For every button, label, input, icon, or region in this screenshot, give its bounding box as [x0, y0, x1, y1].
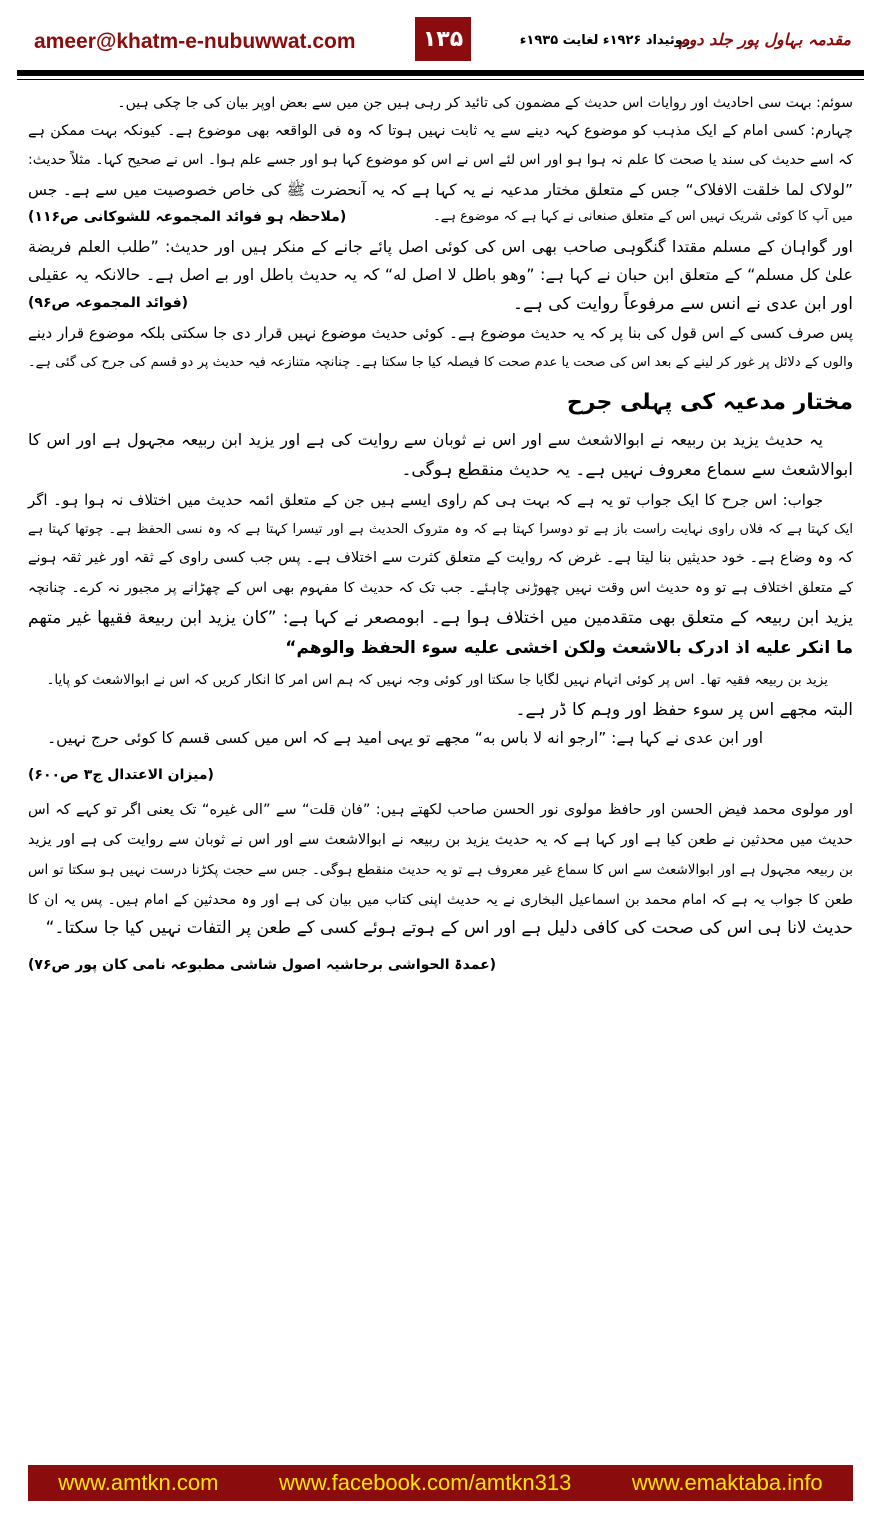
footer-link-emaktaba[interactable]: www.emaktaba.info	[631, 1470, 823, 1495]
text-line: حدیث لانا ہی اس کی صحت کی کافی دلیل ہے اور اس کے ہوتے ہوئے کسی کے طعن پر التفات نہیں کیا جا سکتا۔“	[45, 918, 853, 938]
text-line: جواب: اس جرح کا ایک جواب تو یہ ہے کہ بہت ہی کم راوی ایسے ہیں جن کے متعلق ائمہ حدیث میں اختلاف نہ ہوا ہو۔ اگر	[28, 491, 823, 509]
text-line-arabic-quote: ما انکر علیه اذ ادرک بالاشعث ولکن اخشی علیه سوء الحفظ والوهم“	[285, 638, 853, 658]
text-line: پس صرف کسی کے اس قول کی بنا پر کہ یہ حدیث موضوع ہے۔ کوئی حدیث موضوع نہیں قرار دی جا سکتی بلکہ موضوع قرار دینے	[28, 324, 853, 342]
text-line: اور گواہان کے مسلم مقتدا گنگوہی صاحب بھی اس کی کوئی اصل پائے جانے کے منکر ہیں اور حدیث: ”طلب العلم فریضة	[28, 237, 853, 256]
citation: (میزان الاعتدال ج۳ ص۶۰۰)	[28, 767, 214, 783]
text-line: اور مولوی محمد فیض الحسن اور حافظ مولوی نور الحسن صاحب لکھتے ہیں: ”فان قلت“ سے ”الی غیره“ تک یعنی اگر تو کہے کہ اس	[28, 802, 853, 818]
text-line: سوئم: بہت سی احادیث اور روایات اس حدیث کے مضمون کی تائید کر رہی ہیں جن میں سے بعض اوپر بیان کی جا چکی ہیں۔	[117, 95, 853, 111]
footer-link-amtkn[interactable]: www.amtkn.com	[58, 1470, 219, 1495]
text-line: علیٰ کل مسلم“ کے متعلق ابن حبان نے کہا ہے: ”وھو باطل لا اصل له“ کہ یہ حدیث باطل اور بے اصل ہے۔ حالانکہ یہ عقیلی	[28, 265, 853, 284]
text-line: والوں کے دلائل پر غور کر لینے کے بعد اس کی صحت یا عدم صحت کا فیصلہ کیا جا سکتا ہے۔ چنانچہ متنازعہ فیہ حدیث پر دو قسم کی جرح کی گئی ہے۔	[28, 355, 853, 370]
text-line: کہ وہ وضاع ہے۔ خود حدیثیں بنا لیتا ہے۔ غرض کہ روایت کے متعلق کثرت سے اختلاف ہے۔ پس جب کسی راوی کے ثقہ اور غیر ثقہ ہونے	[28, 550, 853, 566]
text-line: اور ابن عدی نے کہا ہے: ”ارجو انه لا باس به“ مجھے تو یہی امید ہے کہ اس میں کسی قسم کا کوئی حرج نہیں۔	[47, 729, 763, 747]
text-line: ”لولاک لما خلقت الافلاک“ جس کے متعلق مختار مدعیہ نے یہ کہا ہے کہ یہ آنحضرت ﷺ کی خاص خصوصیت میں سے ہے۔ جس	[28, 181, 853, 199]
footer-bar	[28, 1465, 853, 1501]
text-line: بن ربیعہ مجہول ہے اور ابوالاشعث سے اس کا سماع غیر معروف ہے تو یہ حدیث منقطع ہوگی۔ جس سے حجت پکڑنا درست نہیں ہو سکتا تو اس	[28, 862, 853, 878]
text-line: اور ابن عدی نے انس سے مرفوعاً روایت کی ہے۔	[513, 294, 853, 314]
text-line: میں آپ کا کوئی شریک نہیں اس کے متعلق صنعانی نے کہا ہے کہ موضوع ہے۔	[433, 209, 853, 224]
citation: (ملاحظہ ہو فوائد المجموعہ للشوکانی ص۱۱۶)	[28, 209, 347, 225]
footer-link-facebook[interactable]: www.facebook.com/amtkn313	[279, 1470, 572, 1495]
text-line: کہ اسے حدیث کی سند یا صحت کا علم نہ ہوا ہو اور اس لئے اس نے اس کو موضوع کہا ہو اور جسے علم ہوا۔ اس نے صحیح کہا۔ مثلاً حدیث:	[28, 152, 853, 168]
header-rule-thick	[17, 70, 864, 76]
text-line: یزید ابن ربیعہ کے متعلق بھی متقدمین میں اختلاف ہوا ہے۔ ابومصعر نے کہا ہے: ”کان یزید ابن ربیعة فقیها غیر متهم	[28, 608, 853, 628]
header-rule-thin	[17, 79, 864, 80]
text-line: کے متعلق اختلاف ہے تو وہ حدیث اس وقت نہیں چھوڑنی چاہئے۔ جب تک کہ حدیث کا مفہوم بھی اس کے چھڑانے پر مجبور نہ کرے۔ چنانچہ	[28, 580, 853, 596]
page-number-badge: ۱۳۵	[415, 17, 471, 61]
text-line: حدیث میں محدثین نے طعن کیا ہے اور کہا ہے کہ یہ حدیث یزید بن ربیعہ نے ابوالاشعث سے اور اس نے ثوبان سے روایت کی ہے اور یزید	[28, 832, 853, 848]
header-subtitle: روئیداد ۱۹۲۶ء لغایت ۱۹۳۵ء	[519, 33, 691, 48]
section-heading: مختار مدعیہ کی پہلی جرح	[566, 390, 853, 415]
text-line: ایک کہتا ہے کہ فلاں راوی نہایت راست باز ہے تو دوسرا کہتا ہے کہ وہ متروک الحدیث ہے اور تیسرا کہتا ہے کہ وہ نسی الحفظ ہے۔ چوتھا کہتا ہے	[28, 522, 853, 537]
text-line: ابوالاشعث سے سماع معروف نہیں ہے۔ یہ حدیث منقطع ہوگی۔	[401, 460, 853, 480]
text-line: طعن کا جواب یہ ہے کہ امام محمد بن اسماعیل البخاری نے یہ حدیث اپنی کتاب میں بیان کی ہے اور وہ محدثین کے امام ہیں۔ پس یہ ان کا	[28, 892, 853, 908]
text-line: چہارم: کسی امام کے ایک مذہب کو موضوع کہہ دینے سے یہ ثابت نہیں ہوتا کہ وہ فی الواقعہ بھی موضوع ہے۔ کیونکہ بہت ممکن ہے	[28, 123, 853, 139]
header-title: مقدمہ بہاول پور جلد دوم	[678, 30, 851, 49]
text-line: یہ حدیث یزید بن ربیعہ نے ابوالاشعث سے اور اس نے ثوبان سے روایت کی ہے اور یزید ابن ربیعہ مجہول ہے اور اس کا	[28, 430, 823, 449]
text-line: البتہ مجھے اس پر سوء حفظ اور وہم کا ڈر ہے۔	[515, 700, 853, 720]
citation: (عمدۃ الحواشی برحاشیہ اصول شاشی مطبوعہ نامی کان پور ص۷۶)	[28, 957, 497, 973]
text-line: یزید بن ربیعہ فقیہ تھا۔ اس پر کوئی اتہام نہیں لگایا جا سکتا اور کوئی وجہ نہیں کہ ہم اس امر کا انکار کریں کہ اس نے ابوالاشعث کو پایا۔	[46, 672, 828, 688]
citation: (فوائد المجموعہ ص۹۶)	[28, 295, 189, 311]
header-email[interactable]: ameer@khatm-e-nubuwwat.com	[34, 30, 356, 53]
